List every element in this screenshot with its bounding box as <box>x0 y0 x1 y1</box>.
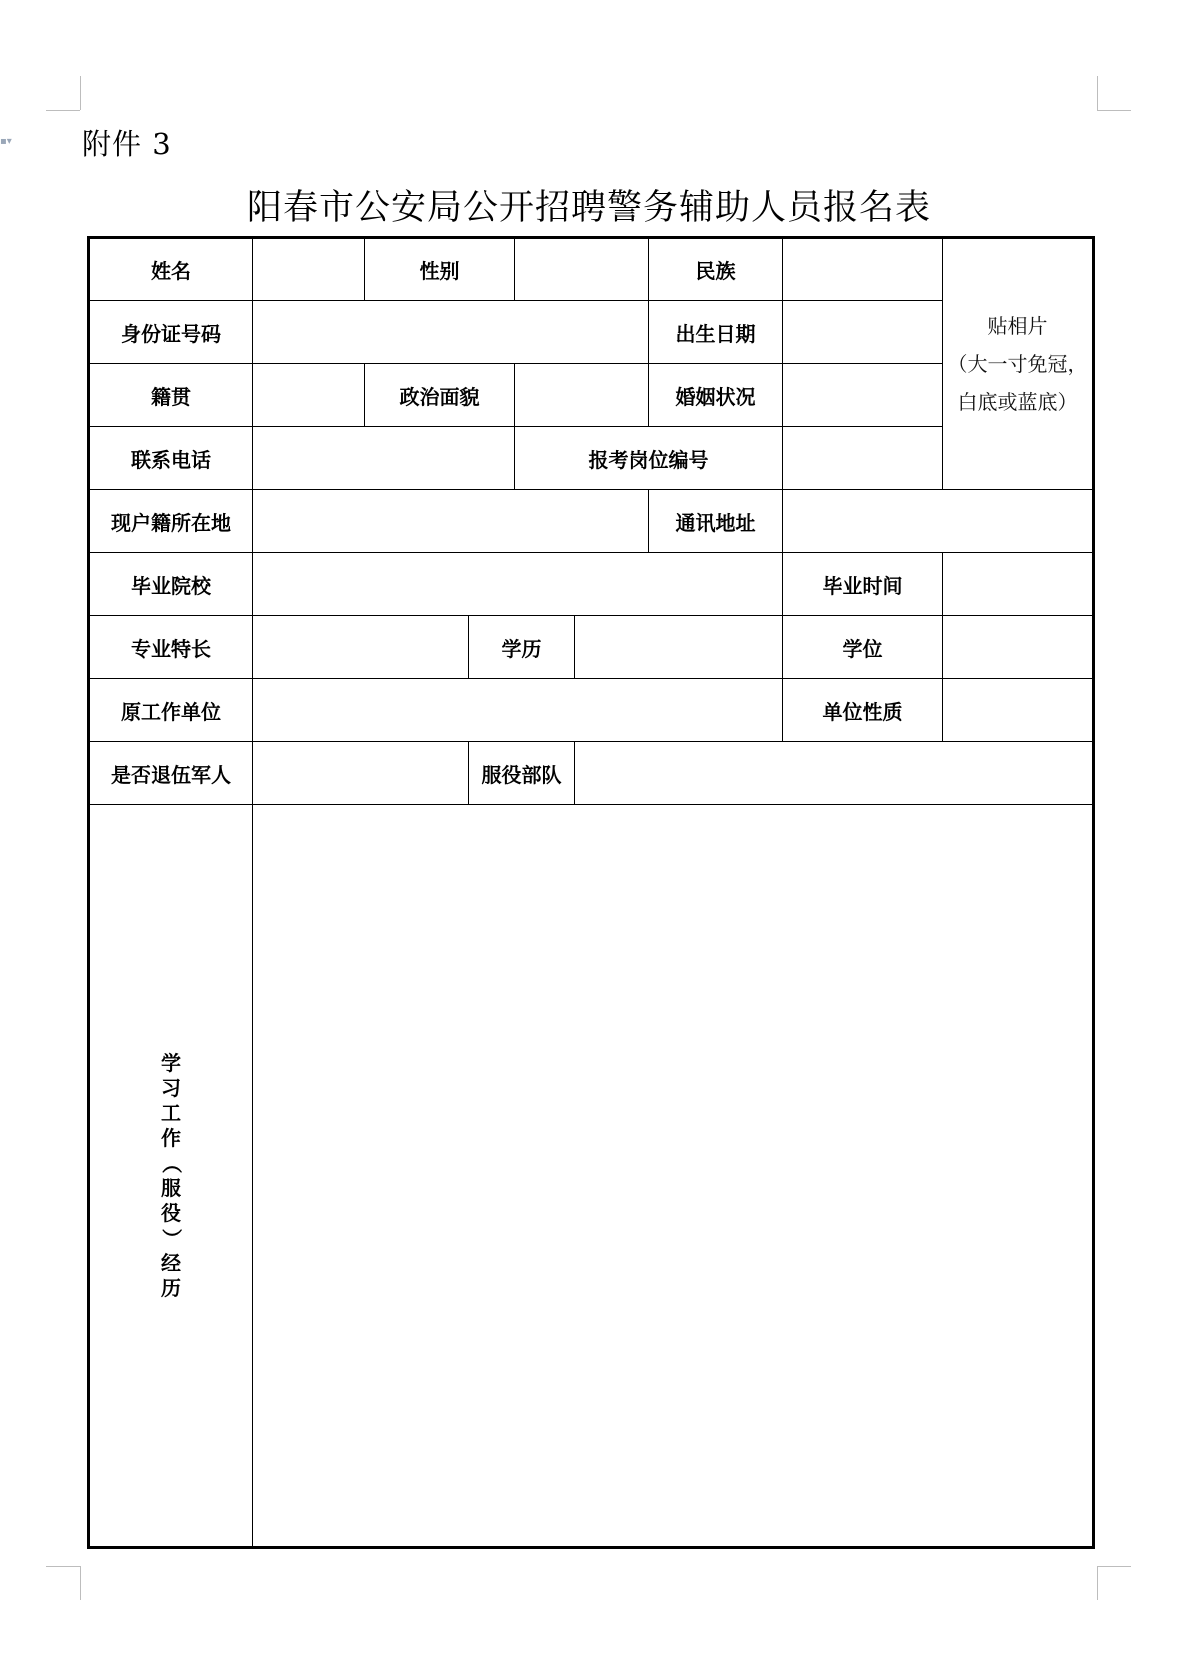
label-education: 学历 <box>469 616 575 679</box>
political-status-field[interactable] <box>515 364 649 427</box>
label-graduated-school: 毕业院校 <box>89 553 253 616</box>
label-id-number: 身份证号码 <box>89 301 253 364</box>
label-experience-text: 学习工作（服役）经历 <box>159 1050 184 1300</box>
registration-form-table <box>87 236 1095 1549</box>
label-employer-type: 单位性质 <box>783 679 943 742</box>
label-political-status: 政治面貌 <box>365 364 515 427</box>
ethnicity-field[interactable] <box>783 238 943 301</box>
employer-type-field[interactable] <box>943 679 1094 742</box>
label-is-veteran: 是否退伍军人 <box>89 742 253 805</box>
crop-mark-top-right-v <box>1097 76 1098 110</box>
marital-status-field[interactable] <box>783 364 943 427</box>
service-unit-field[interactable] <box>575 742 1094 805</box>
label-graduation-time: 毕业时间 <box>783 553 943 616</box>
photo-note-line2: 白底或蓝底） <box>957 390 1078 414</box>
photo-label: 贴相片 <box>987 314 1048 338</box>
crop-mark-top-left-h <box>46 110 80 111</box>
crop-mark-bottom-right-v <box>1097 1566 1098 1600</box>
label-major-specialty: 专业特长 <box>89 616 253 679</box>
label-former-employer: 原工作单位 <box>89 679 253 742</box>
crop-mark-top-right-h <box>1097 110 1131 111</box>
crop-mark-bottom-left-v <box>80 1566 81 1600</box>
degree-field[interactable] <box>943 616 1094 679</box>
label-name: 姓名 <box>89 238 253 301</box>
crop-mark-bottom-right-h <box>1097 1566 1131 1567</box>
margin-cursor-icon: ▪▾ <box>0 136 12 147</box>
label-household-location: 现户籍所在地 <box>89 490 253 553</box>
label-mailing-address: 通讯地址 <box>649 490 783 553</box>
native-place-field[interactable] <box>253 364 365 427</box>
label-service-unit: 服役部队 <box>469 742 575 805</box>
graduation-time-field[interactable] <box>943 553 1094 616</box>
household-location-field[interactable] <box>253 490 649 553</box>
crop-mark-top-left-v <box>80 76 81 110</box>
label-phone: 联系电话 <box>89 427 253 490</box>
position-code-field[interactable] <box>783 427 943 490</box>
label-position-code: 报考岗位编号 <box>515 427 783 490</box>
label-marital-status: 婚姻状况 <box>649 364 783 427</box>
is-veteran-field[interactable] <box>253 742 469 805</box>
crop-mark-bottom-left-h <box>46 1566 80 1567</box>
page-title: 阳春市公安局公开招聘警务辅助人员报名表 <box>246 188 931 228</box>
birth-date-field[interactable] <box>783 301 943 364</box>
id-number-field[interactable] <box>253 301 649 364</box>
label-ethnicity: 民族 <box>649 238 783 301</box>
former-employer-field[interactable] <box>253 679 783 742</box>
major-specialty-field[interactable] <box>253 616 469 679</box>
label-experience <box>89 805 253 1548</box>
gender-field[interactable] <box>515 238 649 301</box>
label-birth-date: 出生日期 <box>649 301 783 364</box>
photo-box[interactable] <box>943 238 1094 490</box>
mailing-address-field[interactable] <box>783 490 1094 553</box>
label-gender: 性别 <box>365 238 515 301</box>
phone-field[interactable] <box>253 427 515 490</box>
education-field[interactable] <box>575 616 783 679</box>
label-degree: 学位 <box>783 616 943 679</box>
photo-note-line1: （大一寸免冠， <box>947 352 1088 376</box>
attachment-label: 附件 3 <box>82 127 172 161</box>
label-native-place: 籍贯 <box>89 364 253 427</box>
experience-field[interactable] <box>253 805 1094 1548</box>
name-field[interactable] <box>253 238 365 301</box>
graduated-school-field[interactable] <box>253 553 783 616</box>
